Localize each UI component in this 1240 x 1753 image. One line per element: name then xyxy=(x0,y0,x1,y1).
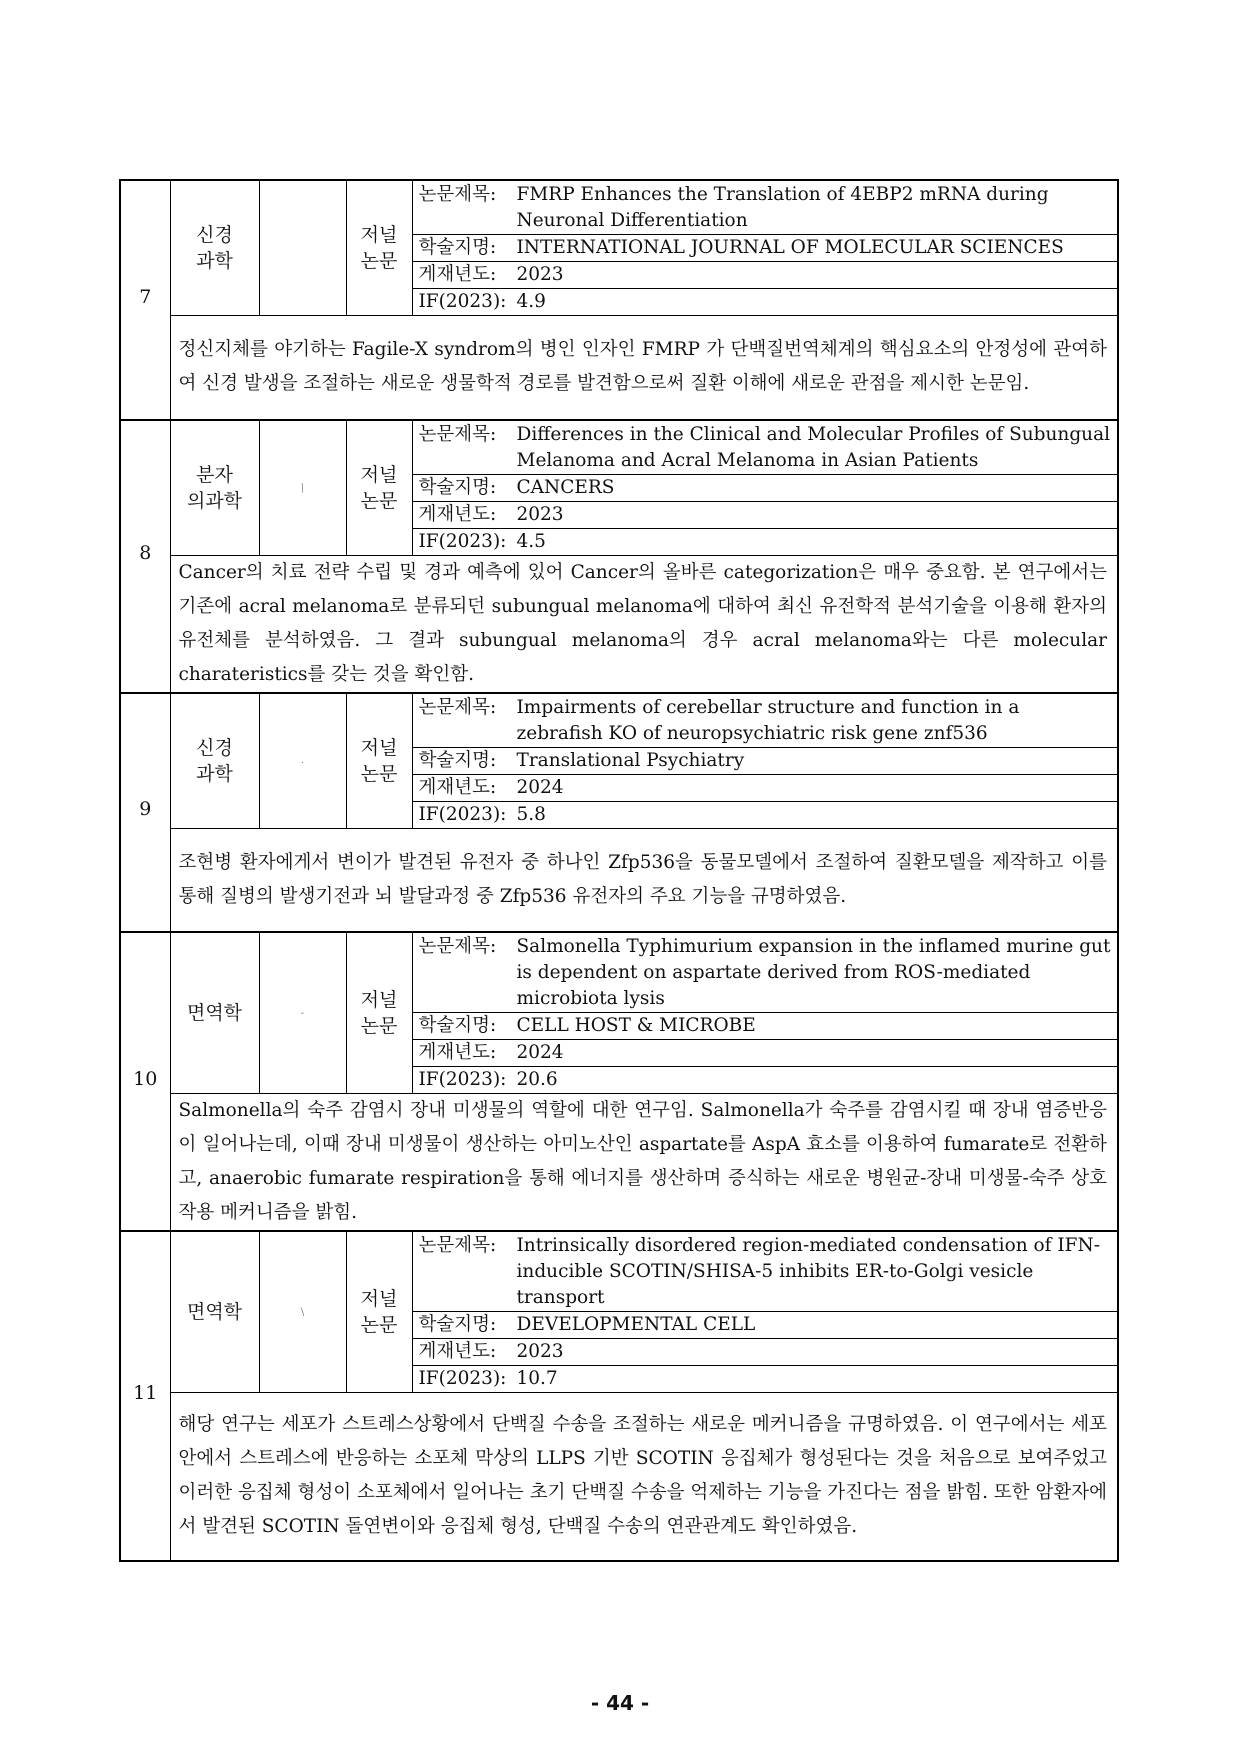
paper-title-cell xyxy=(412,932,1118,1013)
publication-type-line: 저널 xyxy=(360,736,398,759)
publication-type xyxy=(346,932,412,1094)
paper-title: Intrinsically disordered region-mediated condensation of IFN-inducible SCOTIN/SHISA-5 inhibits ER-to-Golgi vesicle transport xyxy=(516,1235,1100,1308)
journal-name-cell xyxy=(412,1312,1118,1339)
research-field-line: 과학 xyxy=(196,762,233,785)
research-field-line: 과학 xyxy=(196,250,233,272)
publication-year: 2023 xyxy=(516,264,564,285)
impact-factor-label: IF(2023): xyxy=(418,1069,507,1090)
publication-year-cell xyxy=(412,501,1118,528)
entry-row xyxy=(120,693,1118,748)
journal-name-label: 학술지명: xyxy=(418,749,497,771)
entry-number: 10 xyxy=(120,932,170,1231)
publication-type-line: 저널 xyxy=(360,463,398,486)
paper-title-label: 논문제목: xyxy=(418,696,497,718)
entry-number: 7 xyxy=(120,180,170,420)
publication-table-body xyxy=(120,180,1118,1561)
journal-name: CANCERS xyxy=(516,476,615,498)
entry-number: 9 xyxy=(120,693,170,933)
entry-row xyxy=(120,316,1118,420)
paper-title-cell xyxy=(412,693,1118,748)
paper-title-cell xyxy=(412,1231,1118,1312)
journal-name: CELL HOST & MICROBE xyxy=(516,1015,756,1036)
publication-year: 2023 xyxy=(516,503,564,525)
publication-year-label: 게재년도: xyxy=(418,264,497,285)
paper-title: FMRP Enhances the Translation of 4EBP2 mRNA during Neuronal Differentiation xyxy=(516,184,1049,231)
entry-number: 8 xyxy=(120,420,170,693)
entry-row xyxy=(120,932,1118,1013)
paper-title-label: 논문제목: xyxy=(418,1235,497,1256)
entry-row xyxy=(120,180,1118,235)
publication-year: 2024 xyxy=(516,776,564,798)
impact-factor: 20.6 xyxy=(516,1069,558,1090)
journal-name-cell xyxy=(412,235,1118,262)
publication-type-line: 저널 xyxy=(360,989,398,1011)
research-summary: 해당 연구는 세포가 스트레스상황에서 단백질 수송을 조절하는 새로운 메커니즘을 규명하였음. 이 연구에서는 세포 안에서 스트레스에 반응하는 소포체 막상의 LLPS 기반 SCOTIN 응집체가 형성된다는 것을 처음으로 보여주었고 이러한 응집체 형성이 소포체에서 일어나는 초기 단백질 수송을 억제하는 기능을 가진다는 점을 밝힘. 또한 암환자에서 발견된 SCOTIN 돌연변이와 응집체 형성, 단백질 수송의 연관관계도 확인하였음. xyxy=(170,1393,1118,1561)
publication-type-line: 저널 xyxy=(360,224,398,246)
impact-factor-cell xyxy=(412,1067,1118,1094)
publication-type-line: 논문 xyxy=(360,762,398,785)
research-field-line: 면역학 xyxy=(186,1301,243,1323)
paper-title: Impairments of cerebellar structure and function in a zebrafish KO of neuropsychiatric risk gene znf536 xyxy=(516,696,1020,744)
research-summary: Cancer의 치료 전략 수립 및 경과 예측에 있어 Cancer의 올바른 categorization은 매우 중요함. 본 연구에서는 기존에 acral melanoma로 분류되던 subungual melanoma에 대하여 최신 유전학적 분석기술을 이용해 환자의 유전체를 분석하였음. 그 결과 subungual melanoma의 경우 acral melanoma와는 다른 molecular charateristics를 갖는 것을 확인함. xyxy=(170,555,1118,693)
author-cell: \ xyxy=(259,1231,346,1393)
author-cell: . xyxy=(259,693,346,829)
impact-factor-cell xyxy=(412,289,1118,316)
research-summary: Salmonella의 숙주 감염시 장내 미생물의 역할에 대한 연구임. Salmonella가 숙주를 감염시킬 때 장내 염증반응이 일어나는데, 이때 장내 미생물이 생산하는 아미노산인 aspartate를 AspA 효소를 이용하여 fumarate로 전환하고, anaerobic fumarate respiration을 통해 에너지를 생산하며 증식하는 새로운 병원균-장내 미생물-숙주 상호작용 메커니즘을 밝힘. xyxy=(170,1094,1118,1232)
research-field xyxy=(170,1231,259,1393)
publication-type xyxy=(346,420,412,556)
research-summary: 정신지체를 야기하는 Fagile-X syndrom의 병인 인자인 FMRP 가 단백질번역체계의 핵심요소의 안정성에 관여하여 신경 발생을 조절하는 새로운 생물학적 경로를 발견함으로써 질환 이해에 새로운 관점을 제시한 논문임. xyxy=(170,316,1118,420)
impact-factor-label: IF(2023): xyxy=(418,803,507,825)
impact-factor: 4.9 xyxy=(516,291,546,312)
publication-year-label: 게재년도: xyxy=(418,503,497,525)
journal-name-cell xyxy=(412,474,1118,501)
research-field-line: 신경 xyxy=(196,736,233,759)
impact-factor: 10.7 xyxy=(516,1368,558,1389)
paper-title-label: 논문제목: xyxy=(418,936,497,957)
impact-factor-cell xyxy=(412,801,1118,828)
journal-name-label: 학술지명: xyxy=(418,1015,497,1036)
publication-type-line: 저널 xyxy=(360,1288,398,1310)
entry-row xyxy=(120,555,1118,693)
publication-year: 2024 xyxy=(516,1042,564,1063)
journal-name: INTERNATIONAL JOURNAL OF MOLECULAR SCIENCES xyxy=(516,237,1064,258)
impact-factor-label: IF(2023): xyxy=(418,1368,507,1389)
research-field-line: 의과학 xyxy=(186,489,243,512)
research-field-line: 분자 xyxy=(196,463,233,486)
author-cell: - xyxy=(259,932,346,1094)
publication-year-label: 게재년도: xyxy=(418,1042,497,1063)
paper-title-cell xyxy=(412,420,1118,475)
entry-row xyxy=(120,1094,1118,1232)
journal-name-label: 학술지명: xyxy=(418,237,497,258)
journal-name: Translational Psychiatry xyxy=(516,749,745,771)
publication-type-line: 논문 xyxy=(360,1015,398,1037)
paper-title-label: 논문제목: xyxy=(418,423,497,445)
impact-factor-label: IF(2023): xyxy=(418,291,507,312)
journal-name-label: 학술지명: xyxy=(418,476,497,498)
entry-number: 11 xyxy=(120,1231,170,1561)
journal-name-cell xyxy=(412,747,1118,774)
author-cell: ㅣ xyxy=(259,420,346,556)
paper-title: Salmonella Typhimurium expansion in the inflamed murine gut is dependent on aspartate derived from ROS-mediated microbiota lysis xyxy=(516,936,1111,1009)
publication-type xyxy=(346,1231,412,1393)
publication-year: 2023 xyxy=(516,1341,564,1362)
publication-type-line: 논문 xyxy=(360,489,398,512)
research-field xyxy=(170,180,259,316)
publication-type xyxy=(346,693,412,829)
research-field xyxy=(170,932,259,1094)
publication-year-cell xyxy=(412,1339,1118,1366)
publication-year-label: 게재년도: xyxy=(418,776,497,798)
research-field-line: 신경 xyxy=(196,224,233,246)
publication-year-label: 게재년도: xyxy=(418,1341,497,1362)
paper-title-cell xyxy=(412,180,1118,235)
research-field-line: 면역학 xyxy=(186,1002,243,1024)
publication-year-cell xyxy=(412,774,1118,801)
publication-year-cell xyxy=(412,262,1118,289)
entry-row xyxy=(120,1393,1118,1561)
impact-factor-label: IF(2023): xyxy=(418,530,507,552)
journal-name: DEVELOPMENTAL CELL xyxy=(516,1314,756,1335)
entry-row xyxy=(120,420,1118,475)
research-summary: 조현병 환자에게서 변이가 발견된 유전자 중 하나인 Zfp536을 동물모델에서 조절하여 질환모델을 제작하고 이를 통해 질병의 발생기전과 뇌 발달과정 중 Zfp536 유전자의 주요 기능을 규명하였음. xyxy=(170,828,1118,932)
page-number: - 44 - xyxy=(590,1691,650,1715)
entry-row xyxy=(120,828,1118,932)
journal-name-label: 학술지명: xyxy=(418,1314,497,1335)
entry-row xyxy=(120,1231,1118,1312)
paper-title-label: 논문제목: xyxy=(418,184,497,205)
publication-type xyxy=(346,180,412,316)
publication-type-line: 논문 xyxy=(360,1314,398,1336)
paper-title: Differences in the Clinical and Molecular Profiles of Subungual Melanoma and Acral Melanoma in Asian Patients xyxy=(516,423,1111,471)
research-field xyxy=(170,693,259,829)
publication-table xyxy=(119,179,1119,1562)
research-field xyxy=(170,420,259,556)
author-cell xyxy=(259,180,346,316)
publication-type-line: 논문 xyxy=(360,250,398,272)
publication-year-cell xyxy=(412,1040,1118,1067)
impact-factor: 4.5 xyxy=(516,530,546,552)
impact-factor-cell xyxy=(412,1366,1118,1393)
impact-factor: 5.8 xyxy=(516,803,546,825)
journal-name-cell xyxy=(412,1013,1118,1040)
impact-factor-cell xyxy=(412,528,1118,555)
